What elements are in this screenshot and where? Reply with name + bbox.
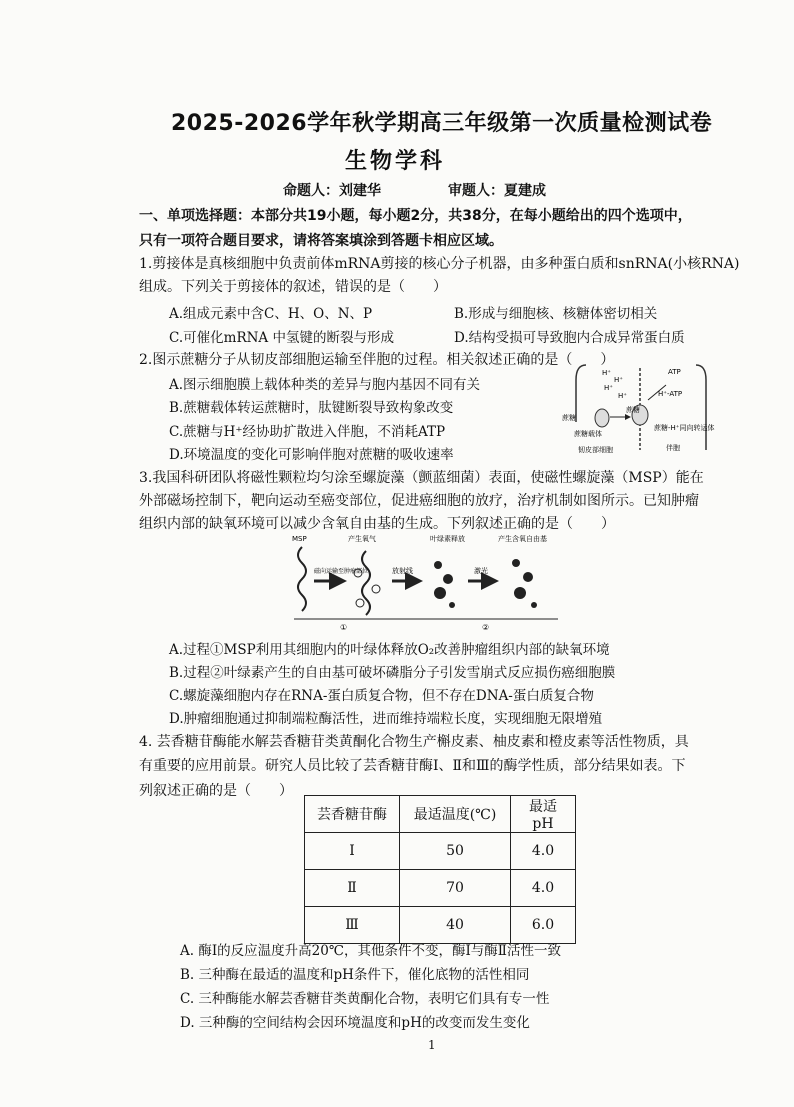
table-cell: Ⅰ (305, 833, 400, 870)
radical-dot-3 (514, 587, 526, 599)
q3-option-a: A.过程①MSP利用其细胞内的叶绿体释放O₂改善肿瘤组织内部的缺氧环境 (169, 642, 610, 658)
q2-option-d: D.环境温度的变化可影响伴胞对蔗糖的吸收速率 (169, 447, 454, 463)
h-plus-label-3: H⁺ (604, 384, 613, 392)
q3-stem-line3: 组织内部的缺氧环境可以减少含氧自由基的生成。下列叙述正确的是（ ） (139, 516, 615, 532)
q4-option-d: D. 三种酶的空间结构会因环境温度和pH的改变而发生变化 (180, 1015, 530, 1031)
q4-stem-line1: 4. 芸香糖苷酶能水解芸香糖苷类黄酮化合物生产槲皮素、柚皮素和橙皮素等活性物质，具 (139, 734, 689, 750)
radicals-label: 产生含氧自由基 (498, 535, 547, 543)
table-cell: Ⅲ (305, 907, 400, 944)
section-heading-line1: 一、单项选择题：本部分共19小题，每小题2分，共38分，在每小题给出的四个选项中， (139, 208, 692, 224)
table-row (305, 870, 576, 907)
q1-option-d: D.结构受损可导致胞内合成异常蛋白质 (454, 330, 685, 346)
step2-label: ② (482, 623, 490, 632)
q2-stem: 2.图示蔗糖分子从韧皮部细胞运输至伴胞的过程。相关叙述正确的是（ ） (139, 352, 615, 368)
exam-title: 2025-2026学年秋学期高三年级第一次质量检测试卷 (171, 111, 713, 136)
h-plus-label-4: H⁺ (618, 392, 627, 400)
table-row (305, 833, 576, 870)
q3-option-c: C.螺旋藻细胞内存在RNA-蛋白质复合物，但不存在DNA-蛋白质复合物 (169, 688, 594, 704)
q3-option-b: B.过程②叶绿素产生的自由基可破坏磷脂分子引发雪崩式反应损伤癌细胞膜 (169, 665, 616, 681)
radical-dot-2 (523, 572, 533, 582)
atp-label: ATP (668, 368, 681, 376)
q4-option-c: C. 三种酶能水解芸香糖苷类黄酮化合物，表明它们具有专一性 (180, 991, 550, 1007)
table-cell: 4.0 (511, 833, 576, 870)
radiation-label: 放射线 (392, 567, 413, 575)
q4-option-a: A. 酶Ⅰ的反应温度升高20℃，其他条件不变，酶Ⅰ与酶Ⅱ活性一致 (180, 943, 561, 959)
companion-label: 伴胞 (666, 444, 680, 452)
sucrose-label-left: 蔗糖 (562, 414, 576, 422)
q2-option-a: A.图示细胞膜上载体种类的差异与胞内基因不同有关 (169, 377, 481, 393)
step1-label: ① (340, 623, 348, 632)
table-cell: 4.0 (511, 870, 576, 907)
table-header-cell: 最适 pH (511, 796, 576, 833)
reviewer-label: 审题人：夏建成 (448, 183, 546, 199)
sucrose-carrier-label: 蔗糖载体 (574, 430, 602, 438)
sucrose-transport-figure (556, 360, 716, 460)
table-cell: 70 (400, 870, 511, 907)
section-heading-line2: 只有一项符合题目要求，请将答案填涂到答题卡相应区域。 (139, 233, 503, 249)
oxygen-label: 产生氧气 (348, 535, 376, 543)
page-number: 1 (428, 1038, 436, 1052)
oxygen-bubble-2 (372, 585, 380, 593)
table-cell: 40 (400, 907, 511, 944)
q2-option-b: B.蔗糖载体转运蔗糖时，肽键断裂导致构象改变 (169, 400, 454, 416)
q1-stem-line2: 组成。下列关于剪接体的叙述，错误的是（ ） (139, 279, 447, 295)
author-label: 命题人：刘建华 (283, 183, 381, 199)
symporter-label: 蔗糖-H⁺同向转运体 (654, 424, 715, 432)
table-cell: 50 (400, 833, 511, 870)
q4-option-b: B. 三种酶在最适的温度和pH条件下，催化底物的活性相同 (180, 967, 530, 983)
chl-dot-1 (434, 561, 442, 569)
chl-dot-3 (434, 587, 446, 599)
q1-option-c: C.可催化mRNA 中氢键的断裂与形成 (169, 330, 394, 346)
chl-dot-2 (443, 574, 453, 584)
radical-dot-1 (512, 559, 520, 567)
chl-dot-4 (449, 602, 455, 608)
subject-title: 生物学科 (345, 149, 446, 174)
msp-spiral (298, 547, 306, 611)
q1-option-a: A.组成元素中含C、H、O、N、P (169, 306, 373, 322)
table-row (305, 907, 576, 944)
msp-mechanism-figure (288, 533, 568, 633)
h-atp-label: H⁺-ATP (658, 390, 683, 398)
table-header-cell: 最适温度(℃) (400, 796, 511, 833)
h-plus-label-1: H⁺ (602, 369, 611, 377)
companion-membrane (696, 365, 706, 450)
q3-stem-line2: 外部磁场控制下，靶向运动至癌变部位，促进癌细胞的放疗，治疗机制如图所示。已知肿瘤 (139, 493, 699, 509)
q3-option-d: D.肿瘤细胞通过抑制端粒酶活性，进而维持端粒长度，实现细胞无限增殖 (169, 711, 603, 727)
sucrose-label-mid: 蔗糖 (626, 406, 640, 414)
q4-stem-line3: 列叙述正确的是（ ） (139, 783, 293, 799)
q2-option-c: C.蔗糖与H⁺经协助扩散进入伴胞，不消耗ATP (169, 424, 446, 440)
light-label: 激光 (474, 567, 488, 575)
target-label: 磁向运输至肿瘤部位 (314, 568, 369, 575)
h-plus-label-2: H⁺ (614, 376, 623, 384)
q1-stem-line1: 1.剪接体是真核细胞中负责前体mRNA剪接的核心分子机器，由多种蛋白质和snRNA(小核RNA) (139, 256, 740, 272)
enzyme-table (304, 795, 576, 944)
table-cell: Ⅱ (305, 870, 400, 907)
oxygen-bubble-3 (356, 599, 364, 607)
table-header-cell: 芸香糖苷酶 (305, 796, 400, 833)
q1-option-b: B.形成与细胞核、核糖体密切相关 (454, 306, 658, 322)
table-cell: 6.0 (511, 907, 576, 944)
table-header-row (305, 796, 576, 833)
chl-release-label: 叶绿素释放 (430, 535, 465, 543)
q4-stem-line2: 有重要的应用前景。研究人员比较了芸香糖苷酶Ⅰ、Ⅱ和Ⅲ的酶学性质，部分结果如表。下 (139, 758, 686, 774)
q3-stem-line1: 3.我国科研团队将磁性颗粒均匀涂至螺旋藻（颤蓝细菌）表面，使磁性螺旋藻（MSP）能在 (139, 470, 704, 486)
radical-dot-4 (531, 602, 537, 608)
msp-label: MSP (292, 535, 307, 543)
phloem-membrane (576, 365, 586, 422)
phloem-label: 韧皮部细胞 (578, 446, 613, 454)
carrier-shape (595, 409, 609, 427)
